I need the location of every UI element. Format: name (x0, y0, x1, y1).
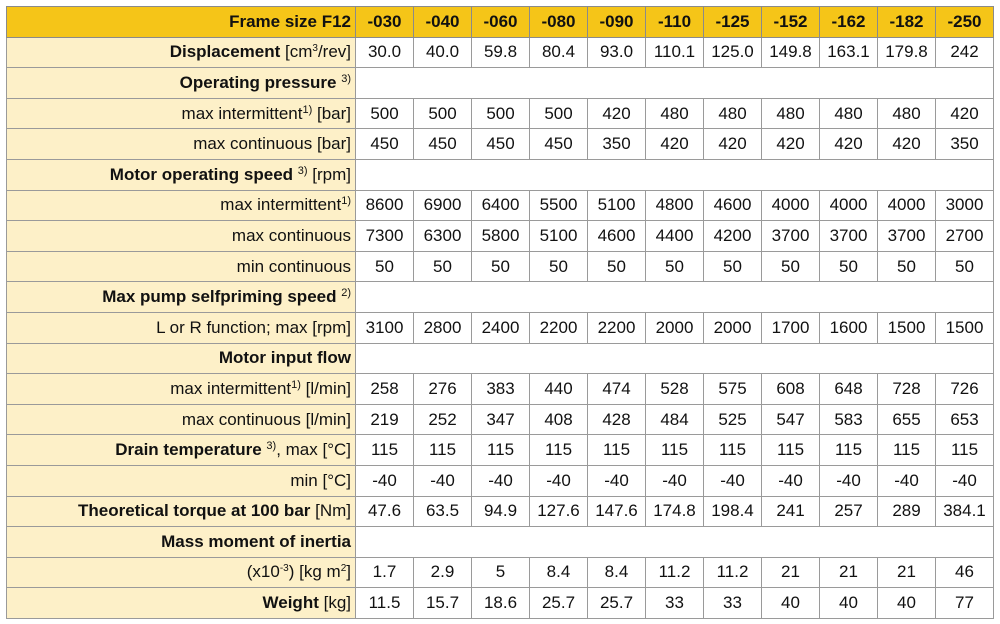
value-cell: 93.0 (588, 37, 646, 68)
row-pressure-max-intermittent (7, 98, 994, 129)
value-cell: 115 (530, 435, 588, 466)
value-cell: -40 (704, 465, 762, 496)
value-cell: 40 (878, 588, 936, 619)
row-weight (7, 588, 994, 619)
frame-size-column-header: -060 (472, 7, 530, 38)
value-cell: 115 (472, 435, 530, 466)
value-cell: -40 (414, 465, 472, 496)
row-label-text: max continuous [l/min] (181, 409, 351, 429)
value-cell: 80.4 (530, 37, 588, 68)
value-cell: 420 (588, 98, 646, 129)
value-cell: 4000 (820, 190, 878, 221)
value-cell: 547 (762, 404, 820, 435)
value-cell: 420 (646, 129, 704, 160)
value-cell: 500 (356, 98, 414, 129)
value-cell: 163.1 (820, 37, 878, 68)
value-cell: 6900 (414, 190, 472, 221)
value-cell: 347 (472, 404, 530, 435)
value-cell: 450 (530, 129, 588, 160)
value-cell: 648 (820, 374, 878, 405)
value-cell: 528 (646, 374, 704, 405)
value-cell: -40 (356, 465, 414, 496)
frame-size-column-header: -080 (530, 7, 588, 38)
value-cell: 2200 (530, 312, 588, 343)
value-cell: 115 (936, 435, 994, 466)
value-cell: 350 (936, 129, 994, 160)
footnote-marker: 2) (341, 287, 351, 300)
row-label-text: max intermittent (181, 103, 303, 123)
value-cell: 242 (936, 37, 994, 68)
row-label-bold-text: Mass moment of inertia (161, 531, 351, 551)
value-cell: 30.0 (356, 37, 414, 68)
value-cell: 4600 (588, 221, 646, 252)
value-cell: 420 (762, 129, 820, 160)
footnote-marker: 1) (302, 103, 313, 116)
value-cell: 655 (878, 404, 936, 435)
row-drain-temperature-max (7, 435, 994, 466)
value-cell: 2800 (414, 312, 472, 343)
row-motor-input-flow (7, 343, 994, 374)
section-blank-cell (356, 159, 994, 190)
value-cell: 50 (646, 251, 704, 282)
value-cell: 115 (414, 435, 472, 466)
row-label-text: [cm (280, 42, 313, 62)
row-label-text: max intermittent (170, 378, 292, 398)
value-cell: 257 (820, 496, 878, 527)
value-cell: 11.2 (704, 557, 762, 588)
value-cell: -40 (878, 465, 936, 496)
row-label-unit: /rev] (317, 42, 351, 62)
value-cell: 115 (820, 435, 878, 466)
value-cell: 21 (820, 557, 878, 588)
value-cell: 258 (356, 374, 414, 405)
value-cell: 525 (704, 404, 762, 435)
value-cell: 420 (820, 129, 878, 160)
row-lr-function-max (7, 312, 994, 343)
value-cell: 500 (472, 98, 530, 129)
value-cell: 5100 (530, 221, 588, 252)
value-cell: 4600 (704, 190, 762, 221)
value-cell: 289 (878, 496, 936, 527)
row-label-text: max continuous [bar] (193, 134, 351, 154)
value-cell: 2000 (646, 312, 704, 343)
row-drain-temperature-min (7, 465, 994, 496)
row-inertia-value (7, 557, 994, 588)
row-label (7, 129, 356, 160)
value-cell: 500 (414, 98, 472, 129)
row-label-bold-text: Weight (262, 593, 319, 613)
value-cell: 480 (820, 98, 878, 129)
value-cell: 384.1 (936, 496, 994, 527)
value-cell: 1600 (820, 312, 878, 343)
row-label (7, 68, 356, 99)
superscript: 3 (312, 43, 318, 55)
value-cell: 8.4 (588, 557, 646, 588)
value-cell: 450 (414, 129, 472, 160)
value-cell: 7300 (356, 221, 414, 252)
row-label (7, 588, 356, 619)
value-cell: 110.1 (646, 37, 704, 68)
value-cell: -40 (820, 465, 878, 496)
row-motor-operating-speed (7, 159, 994, 190)
row-label-text: (x10 (246, 562, 280, 582)
value-cell: 480 (646, 98, 704, 129)
value-cell: 408 (530, 404, 588, 435)
value-cell: 50 (936, 251, 994, 282)
value-cell: 174.8 (646, 496, 704, 527)
row-max-pump-selfpriming-speed (7, 282, 994, 313)
value-cell: 1700 (762, 312, 820, 343)
row-label (7, 190, 356, 221)
row-displacement (7, 37, 994, 68)
value-cell: 1.7 (356, 557, 414, 588)
row-label (7, 251, 356, 282)
footnote-marker: 3) (297, 164, 308, 177)
row-label-unit: [kg] (318, 593, 351, 613)
row-label-unit: ] (346, 562, 351, 582)
value-cell: 77 (936, 588, 994, 619)
row-label-bold-text: Motor operating speed (109, 164, 294, 184)
value-cell: 728 (878, 374, 936, 405)
value-cell: 115 (356, 435, 414, 466)
value-cell: 50 (588, 251, 646, 282)
value-cell: 46 (936, 557, 994, 588)
row-pressure-max-continuous (7, 129, 994, 160)
footnote-marker: 1) (341, 195, 351, 208)
value-cell: 450 (472, 129, 530, 160)
row-label (7, 37, 356, 68)
value-cell: 500 (530, 98, 588, 129)
row-label (7, 404, 356, 435)
value-cell: 50 (472, 251, 530, 282)
value-cell: 420 (704, 129, 762, 160)
value-cell: 21 (878, 557, 936, 588)
value-cell: 350 (588, 129, 646, 160)
value-cell: 50 (356, 251, 414, 282)
value-cell: 383 (472, 374, 530, 405)
value-cell: 608 (762, 374, 820, 405)
value-cell: -40 (762, 465, 820, 496)
row-label (7, 557, 356, 588)
row-flow-max-intermittent (7, 374, 994, 405)
footnote-marker: 3) (266, 440, 277, 453)
value-cell: 474 (588, 374, 646, 405)
value-cell: 33 (646, 588, 704, 619)
value-cell: 276 (414, 374, 472, 405)
value-cell: 6300 (414, 221, 472, 252)
value-cell: 147.6 (588, 496, 646, 527)
row-operating-pressure (7, 68, 994, 99)
frame-size-column-header: -030 (356, 7, 414, 38)
row-label (7, 435, 356, 466)
value-cell: 125.0 (704, 37, 762, 68)
row-label (7, 282, 356, 313)
value-cell: 4400 (646, 221, 704, 252)
value-cell: 50 (704, 251, 762, 282)
value-cell: -40 (588, 465, 646, 496)
value-cell: 480 (878, 98, 936, 129)
value-cell: 115 (762, 435, 820, 466)
value-cell: 440 (530, 374, 588, 405)
value-cell: 47.6 (356, 496, 414, 527)
value-cell: 575 (704, 374, 762, 405)
value-cell: 50 (530, 251, 588, 282)
row-label (7, 496, 356, 527)
row-speed-min-continuous (7, 251, 994, 282)
value-cell: 5800 (472, 221, 530, 252)
value-cell: 480 (762, 98, 820, 129)
row-label-text: min continuous (236, 256, 351, 276)
value-cell: 115 (588, 435, 646, 466)
value-cell: 11.5 (356, 588, 414, 619)
value-cell: 428 (588, 404, 646, 435)
row-flow-max-continuous (7, 404, 994, 435)
value-cell: 127.6 (530, 496, 588, 527)
section-blank-cell (356, 68, 994, 99)
row-speed-max-continuous (7, 221, 994, 252)
frame-size-column-header: -090 (588, 7, 646, 38)
value-cell: 241 (762, 496, 820, 527)
value-cell: 2700 (936, 221, 994, 252)
value-cell: 726 (936, 374, 994, 405)
row-speed-max-intermittent (7, 190, 994, 221)
row-label (7, 465, 356, 496)
superscript: 2 (340, 563, 347, 575)
frame-size-column-header: -182 (878, 7, 936, 38)
value-cell: 50 (878, 251, 936, 282)
value-cell: 2.9 (414, 557, 472, 588)
value-cell: 480 (704, 98, 762, 129)
value-cell: 583 (820, 404, 878, 435)
value-cell: 33 (704, 588, 762, 619)
value-cell: 653 (936, 404, 994, 435)
value-cell: 63.5 (414, 496, 472, 527)
frame-size-column-header: -250 (936, 7, 994, 38)
value-cell: 3000 (936, 190, 994, 221)
value-cell: 5100 (588, 190, 646, 221)
frame-size-column-header: -125 (704, 7, 762, 38)
value-cell: 50 (762, 251, 820, 282)
row-theoretical-torque (7, 496, 994, 527)
value-cell: 3700 (878, 221, 936, 252)
value-cell: -40 (530, 465, 588, 496)
frame-size-column-header: -040 (414, 7, 472, 38)
value-cell: 40 (820, 588, 878, 619)
value-cell: -40 (472, 465, 530, 496)
value-cell: 25.7 (588, 588, 646, 619)
value-cell: 115 (878, 435, 936, 466)
row-label (7, 98, 356, 129)
value-cell: 4200 (704, 221, 762, 252)
value-cell: 59.8 (472, 37, 530, 68)
frame-size-column-header: -110 (646, 7, 704, 38)
row-label (7, 343, 356, 374)
value-cell: 50 (820, 251, 878, 282)
value-cell: 15.7 (414, 588, 472, 619)
row-mass-moment-of-inertia (7, 527, 994, 558)
footnote-marker: 3) (341, 72, 351, 85)
value-cell: 219 (356, 404, 414, 435)
row-label-unit: ) [kg m (288, 562, 341, 582)
header-row (7, 7, 994, 38)
section-blank-cell (356, 527, 994, 558)
frame-size-column-header: -152 (762, 7, 820, 38)
value-cell: 40.0 (414, 37, 472, 68)
row-label-unit: , max [°C] (276, 440, 351, 460)
value-cell: 4000 (762, 190, 820, 221)
value-cell: 420 (936, 98, 994, 129)
value-cell: 4800 (646, 190, 704, 221)
value-cell: 8600 (356, 190, 414, 221)
row-label (7, 221, 356, 252)
row-label-unit: [rpm] (307, 164, 351, 184)
value-cell: 40 (762, 588, 820, 619)
row-label-unit: [bar] (312, 103, 351, 123)
section-blank-cell (356, 343, 994, 374)
row-label (7, 374, 356, 405)
value-cell: 3700 (820, 221, 878, 252)
frame-size-column-header: -162 (820, 7, 878, 38)
value-cell: 149.8 (762, 37, 820, 68)
value-cell: 420 (878, 129, 936, 160)
row-label-bold-text: Displacement (169, 42, 281, 62)
value-cell: 2400 (472, 312, 530, 343)
value-cell: 3700 (762, 221, 820, 252)
value-cell: -40 (646, 465, 704, 496)
frame-size-label: Frame size F12 (7, 7, 356, 38)
specification-table (6, 6, 994, 619)
value-cell: 11.2 (646, 557, 704, 588)
value-cell: 252 (414, 404, 472, 435)
row-label-text: max intermittent (220, 195, 342, 215)
row-label-text: L or R function; max [rpm] (156, 317, 351, 337)
row-label-unit: [Nm] (310, 501, 351, 521)
row-label-text: max continuous (231, 225, 351, 245)
row-label (7, 312, 356, 343)
value-cell: 115 (704, 435, 762, 466)
row-label-bold-text: Drain temperature (115, 440, 262, 460)
value-cell: 8.4 (530, 557, 588, 588)
value-cell: 3100 (356, 312, 414, 343)
value-cell: 2200 (588, 312, 646, 343)
value-cell: 1500 (936, 312, 994, 343)
value-cell: -40 (936, 465, 994, 496)
value-cell: 450 (356, 129, 414, 160)
value-cell: 115 (646, 435, 704, 466)
section-blank-cell (356, 282, 994, 313)
value-cell: 1500 (878, 312, 936, 343)
value-cell: 198.4 (704, 496, 762, 527)
value-cell: 6400 (472, 190, 530, 221)
value-cell: 50 (414, 251, 472, 282)
value-cell: 179.8 (878, 37, 936, 68)
value-cell: 4000 (878, 190, 936, 221)
row-label-text: min [°C] (290, 470, 351, 490)
value-cell: 5 (472, 557, 530, 588)
value-cell: 18.6 (472, 588, 530, 619)
value-cell: 5500 (530, 190, 588, 221)
footnote-marker: 1) (291, 378, 301, 391)
row-label-bold-text: Operating pressure (179, 72, 337, 92)
value-cell: 25.7 (530, 588, 588, 619)
row-label-unit: [l/min] (300, 378, 351, 398)
value-cell: 94.9 (472, 496, 530, 527)
row-label-bold-text: Motor input flow (218, 348, 351, 368)
row-label-bold-text: Max pump selfpriming speed (102, 287, 337, 307)
row-label-bold-text: Theoretical torque at 100 bar (77, 501, 311, 521)
superscript: -3 (279, 563, 289, 575)
value-cell: 2000 (704, 312, 762, 343)
value-cell: 484 (646, 404, 704, 435)
row-label (7, 159, 356, 190)
value-cell: 21 (762, 557, 820, 588)
row-label (7, 527, 356, 558)
